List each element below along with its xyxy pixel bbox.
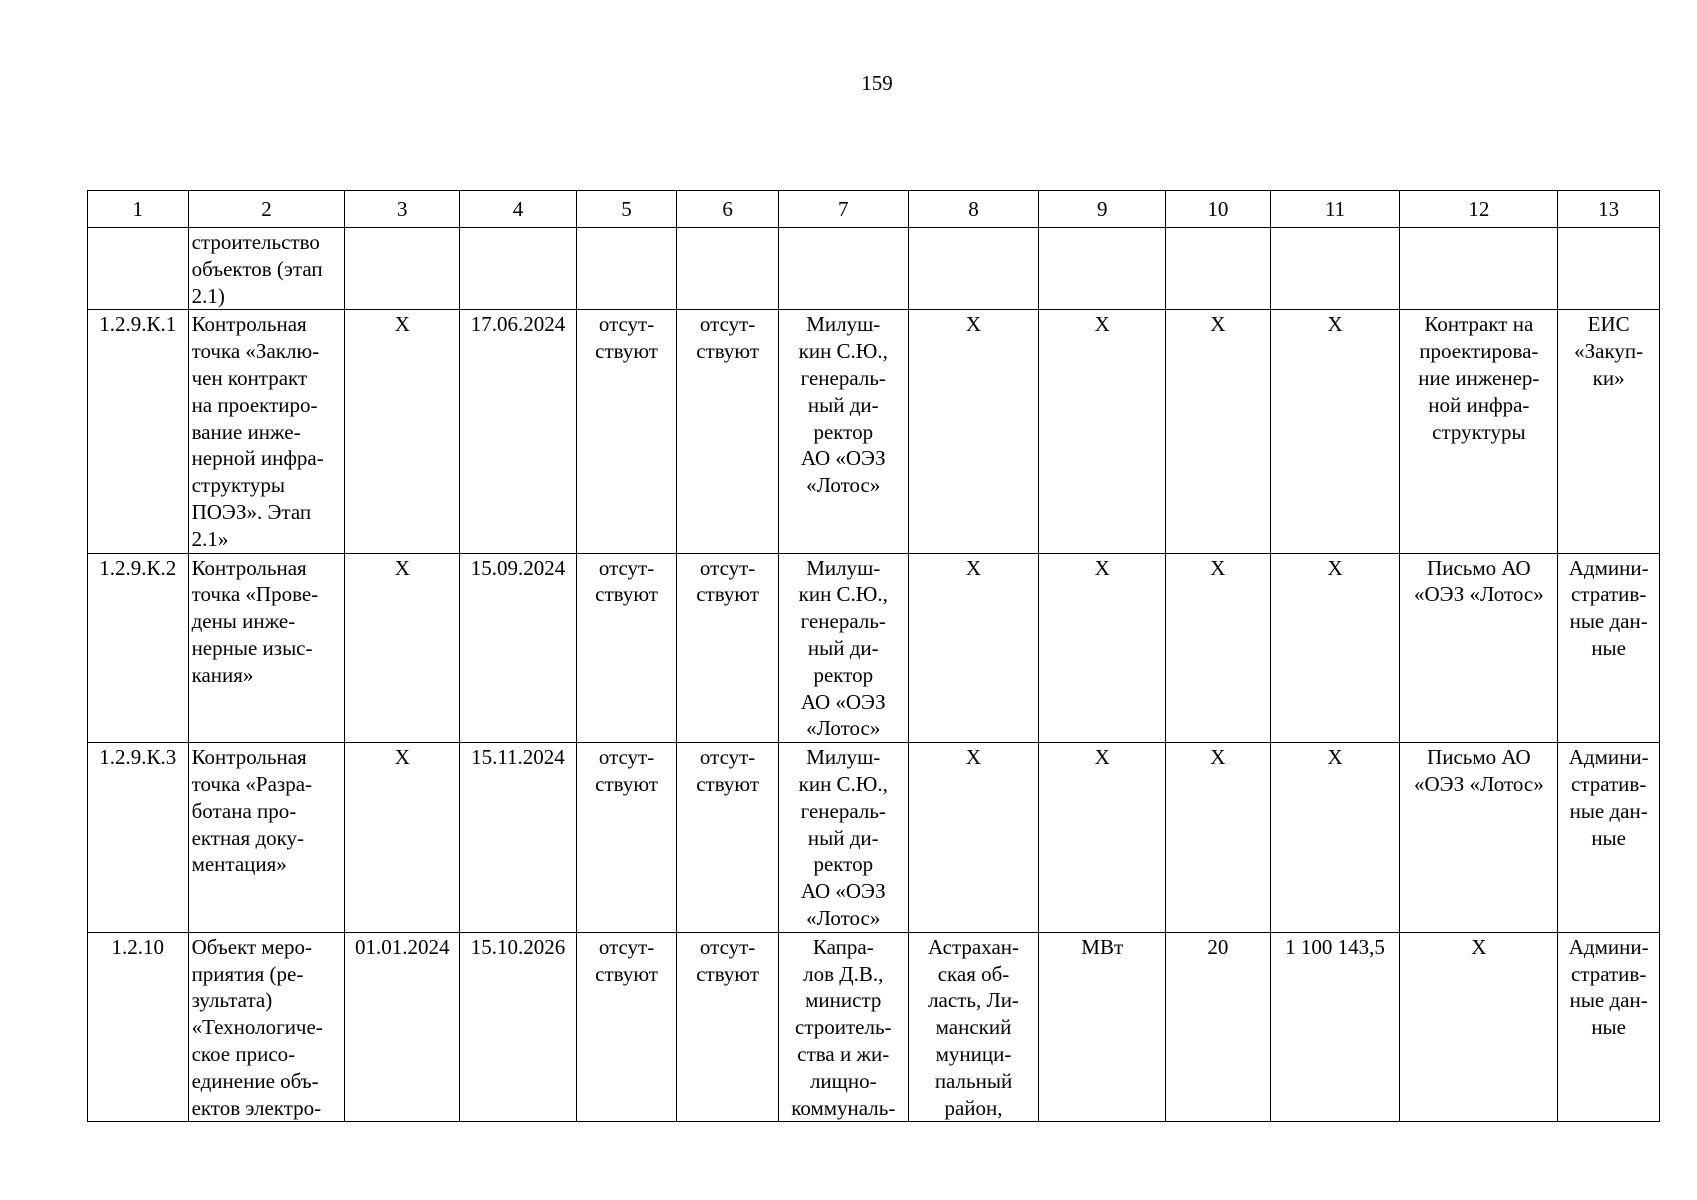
table-row — [88, 932, 1660, 1122]
location-cell: Астрахан- ская об- ласть, Ли- манский муници- пальный район, — [928, 934, 1019, 1120]
responsible-person: Капра- лов Д.В., министр строитель- ства и жи- лищно- коммуналь- — [791, 934, 896, 1120]
table-cell: X — [1166, 743, 1271, 933]
column-header: 9 — [1039, 191, 1166, 228]
table-cell: 01.01.2024 — [345, 932, 460, 1122]
table-cell: X — [1270, 743, 1400, 933]
row-index: 1.2.9.К.2 — [88, 553, 189, 743]
table-cell — [908, 228, 1039, 310]
document-type: Контракт на проектирова- ние инженер- ной инфра- структуры — [1418, 312, 1540, 444]
table-cell: 15.09.2024 — [460, 553, 577, 743]
column-header: 12 — [1400, 191, 1558, 228]
table-cell — [1166, 228, 1271, 310]
table-cell — [576, 228, 677, 310]
table-row — [88, 553, 1660, 743]
table-cell — [345, 228, 460, 310]
amount-cell: 1 100 143,5 — [1270, 932, 1400, 1122]
data-table — [87, 190, 1660, 1122]
table-row — [88, 743, 1660, 933]
row-index: 1.2.9.К.1 — [88, 310, 189, 553]
column-header: 13 — [1558, 191, 1660, 228]
table-cell: X — [1166, 553, 1271, 743]
table-cell: 15.11.2024 — [460, 743, 577, 933]
value-cell: 20 — [1166, 932, 1271, 1122]
header-row — [88, 191, 1660, 228]
table-cell: отсут- ствуют — [696, 312, 760, 364]
unit-cell: МВт — [1039, 932, 1166, 1122]
table-cell — [1400, 228, 1558, 310]
row-index — [88, 228, 189, 310]
table-cell: отсут- ствуют — [595, 745, 658, 796]
table-cell: X — [1270, 553, 1400, 743]
table-cell: X — [345, 743, 460, 933]
table-cell: 17.06.2024 — [460, 310, 577, 553]
table-cell: отсут- ствуют — [696, 555, 760, 607]
table-cell: отсут- ствуют — [696, 934, 760, 986]
table-cell: X — [345, 553, 460, 743]
row-title: Контрольная точка «Разра- ботана про- ектная доку- ментация» — [191, 745, 313, 877]
document-type: Письмо АО «ОЭЗ «Лотос» — [1413, 555, 1544, 607]
table-cell — [1558, 228, 1660, 310]
page-number: 159 — [861, 71, 893, 95]
table-cell: X — [1400, 932, 1558, 1122]
table-cell: X — [1270, 310, 1400, 553]
table-cell: X — [908, 310, 1039, 553]
table-row — [88, 310, 1660, 553]
table-cell: отсут- ствуют — [696, 745, 760, 796]
column-header: 4 — [460, 191, 577, 228]
responsible-person: Милуш- кин С.Ю., генераль- ный ди- ректор АО «ОЭЗ «Лотос» — [798, 555, 888, 741]
responsible-person: Милуш- кин С.Ю., генераль- ный ди- ректор АО «ОЭЗ «Лотос» — [798, 312, 888, 498]
row-title: Контрольная точка «Заклю- чен контракт на проектиро- вание инже- нерной инфра- структуры ПОЭЗ». Этап 2.1» — [191, 312, 324, 551]
table-row — [88, 228, 1660, 310]
table-cell: 15.10.2026 — [460, 932, 577, 1122]
table-cell — [1039, 228, 1166, 310]
table-cell: X — [1166, 310, 1271, 553]
responsible-person: Милуш- кин С.Ю., генераль- ный ди- ректор АО «ОЭЗ «Лотос» — [798, 745, 888, 930]
table-cell — [677, 228, 779, 310]
table-cell: X — [1039, 553, 1166, 743]
row-index: 1.2.9.К.3 — [88, 743, 189, 933]
row-index: 1.2.10 — [88, 932, 189, 1122]
column-header: 8 — [908, 191, 1039, 228]
row-title: Объект меро- приятия (ре- зультата) «Технологиче- ское присо- единение объ- ектов электро- — [191, 934, 323, 1120]
column-header: 6 — [677, 191, 779, 228]
document-type: Письмо АО «ОЭЗ «Лотос» — [1413, 745, 1544, 796]
table-cell: X — [1039, 743, 1166, 933]
info-system: Админи- стратив- ные дан- ные — [1568, 934, 1649, 1040]
table-cell — [1270, 228, 1400, 310]
column-header: 5 — [576, 191, 677, 228]
table-cell — [778, 228, 908, 310]
table-cell: отсут- ствуют — [595, 312, 658, 364]
column-header: 2 — [188, 191, 345, 228]
table-cell: X — [1039, 310, 1166, 553]
row-title: Контрольная точка «Прове- дены инже- нерные изыс- кания» — [191, 555, 319, 687]
table-cell: отсут- ствуют — [595, 934, 658, 986]
info-system: ЕИС «Закуп- ки» — [1574, 312, 1644, 390]
info-system: Админи- стратив- ные дан- ные — [1568, 745, 1649, 850]
column-header: 10 — [1166, 191, 1271, 228]
table-cell: X — [908, 553, 1039, 743]
table-cell — [460, 228, 577, 310]
column-header: 11 — [1270, 191, 1400, 228]
table-cell: X — [345, 310, 460, 553]
info-system: Админи- стратив- ные дан- ные — [1568, 555, 1649, 660]
column-header: 3 — [345, 191, 460, 228]
row-title: строительство объектов (этап 2.1) — [191, 230, 323, 308]
table-cell: отсут- ствуют — [595, 555, 658, 607]
table-cell: X — [908, 743, 1039, 933]
column-header: 1 — [88, 191, 189, 228]
column-header: 7 — [778, 191, 908, 228]
